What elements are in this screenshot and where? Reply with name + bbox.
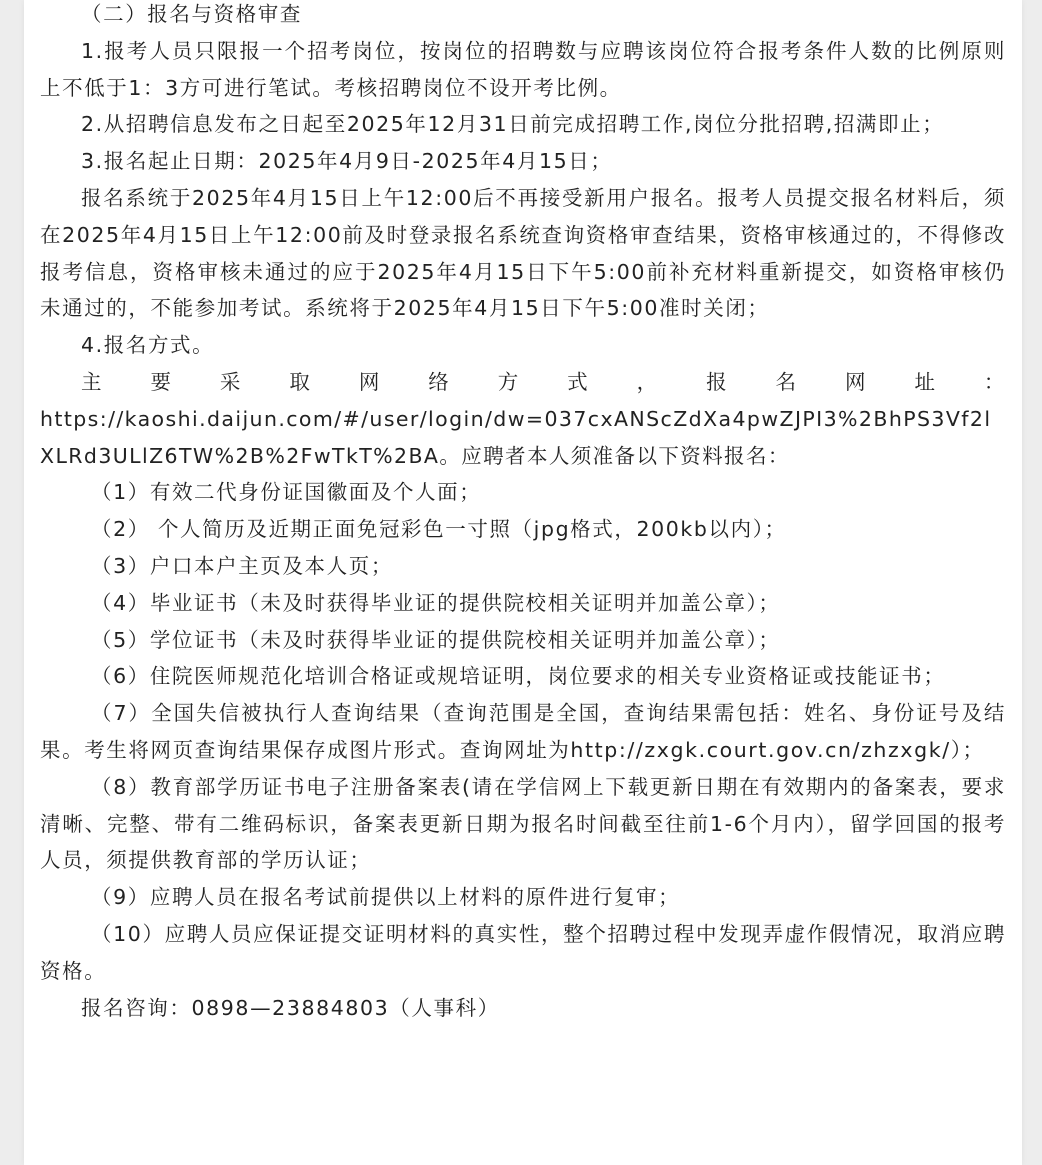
registration-method-line — [40, 364, 1006, 401]
material-item-10: （10）应聘人员应保证提交证明材料的真实性，整个招聘过程中发现弄虚作假情况，取消应聘资格。 — [40, 921, 1006, 983]
material-item-3: （3）户口本户主页及本人页； — [91, 553, 393, 578]
method-char: 络 — [428, 369, 451, 394]
paragraph-item-2: 2.从招聘信息发布之日起至2025年12月31日前完成招聘工作,岗位分批招聘,招满即止； — [81, 112, 945, 137]
method-char: 网 — [844, 369, 868, 394]
method-char: 名 — [775, 369, 798, 394]
method-char: 取 — [289, 369, 312, 394]
method-char: 方 — [497, 369, 520, 394]
method-char: ： — [983, 369, 1006, 394]
method-char: 主 — [81, 369, 104, 394]
material-item-4: （4）毕业证书（未及时获得毕业证的提供院校相关证明并加盖公章）； — [91, 590, 781, 615]
method-char: 址 — [914, 369, 937, 394]
material-item-8: （8）教育部学历证书电子注册备案表(请在学信网上下载更新日期在有效期内的备案表，要求清晰、完整、带有二维码标识，备案表更新日期为报名时间截至往前1-6个月内），留学回国的报考人员，须提供教育部的学历认证； — [40, 774, 1006, 873]
paragraph-item-1: 1.报考人员只限报一个招考岗位，按岗位的招聘数与应聘该岗位符合报考条件人数的比例原则上不低于1：3方可进行笔试。考核招聘岗位不设开考比例。 — [40, 38, 1006, 100]
material-item-5: （5）学位证书（未及时获得毕业证的提供院校相关证明并加盖公章）； — [91, 627, 781, 652]
section-heading: （二）报名与资格审查 — [81, 2, 302, 26]
material-item-6: （6）住院医师规范化培训合格证或规培证明，岗位要求的相关专业资格证或技能证书； — [91, 664, 946, 689]
method-char: 网 — [358, 369, 381, 394]
document-body — [40, 0, 1006, 1026]
method-char: 报 — [706, 369, 729, 394]
material-item-7: （7）全国失信被执行人查询结果（查询范围是全国，查询结果需包括：姓名、身份证号及结果。考生将网页查询结果保存成图片形式。查询网址为http://zxgk.court.gov.cn/zhzxgk/）； — [40, 701, 1006, 762]
material-item-2: （2） 个人简历及近期正面免冠彩色一寸照（jpg格式，200kb以内）； — [91, 517, 787, 542]
method-char: 式 — [567, 369, 590, 394]
document-page — [24, 0, 1022, 1165]
contact-line: 报名咨询：0898—23884803（人事科） — [81, 995, 500, 1020]
paragraph-system-note: 报名系统于2025年4月15日上午12:00后不再接受新用户报名。报考人员提交报名材料后，须在2025年4月15日上午12:00前及时登录报名系统查询资格审查结果，资格审核通过的，不得修改报考信息，资格审核未通过的应于2025年4月15日下午5:00前补充材料重新提交，如资格审核仍未通过的，不能参加考试。系统将于2025年4月15日下午5:00准时关闭； — [40, 185, 1006, 321]
material-item-9: （9）应聘人员在报名考试前提供以上材料的原件进行复审； — [91, 885, 681, 910]
paragraph-item-4: 4.报名方式。 — [81, 333, 215, 358]
method-char: 采 — [219, 369, 243, 394]
material-item-1: （1）有效二代身份证国徽面及个人面； — [91, 480, 482, 505]
registration-url-paragraph: https://kaoshi.daijun.com/#/user/login/dw=037cxANScZdXa4pwZJPI3%2BhPS3Vf2lXLRd3ULlZ6TW%2B%2FwTkT%2BA。应聘者本人须准备以下资料报名： — [40, 406, 992, 468]
method-char: ， — [636, 369, 659, 394]
paragraph-item-3: 3.报名起止日期：2025年4月9日-2025年4月15日； — [81, 149, 613, 174]
method-char: 要 — [150, 369, 173, 394]
